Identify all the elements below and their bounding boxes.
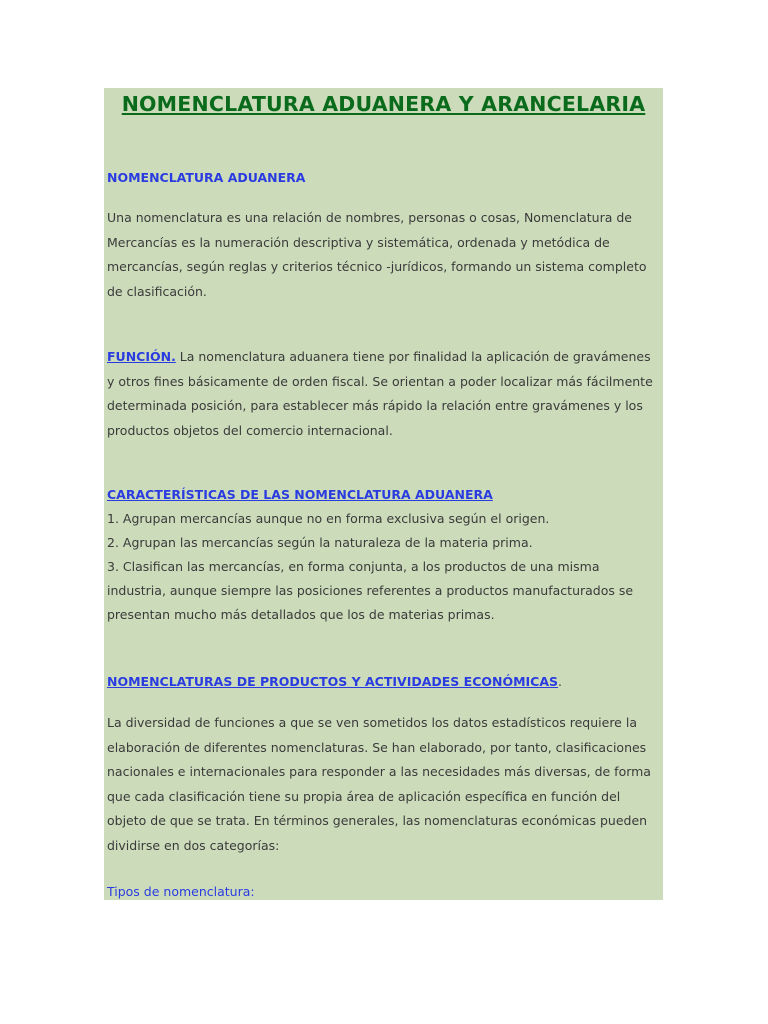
section-caracteristicas <box>107 483 660 627</box>
section-paragraph: Una nomenclatura es una relación de nombres, personas o cosas, Nomenclatura de Mercancías es la numeración descriptiva y sistemática, ordenada y metódica de mercancías, según reglas y criterios técnico -jurídicos, formando un sistema completo de clasificación. <box>107 210 647 299</box>
productos-heading-row <box>107 670 660 694</box>
funcion-heading-link[interactable]: FUNCIÓN. <box>107 349 176 364</box>
list-item: 3. Clasifican las mercancías, en forma conjunta, a los productos de una misma industria, aunque siempre las posiciones referentes a productos manufacturados se presentan mucho más detallados que los de materias primas. <box>107 559 634 622</box>
section-nomenclatura-aduanera-body <box>107 206 660 304</box>
document-title: NOMENCLATURA ADUANERA Y ARANCELARIA <box>121 92 646 116</box>
section-nomenclaturas-productos <box>107 670 660 694</box>
tipos-nomenclatura-link[interactable]: Tipos de nomenclatura: <box>107 884 255 899</box>
section-paragraph-funcion <box>107 345 660 443</box>
section-tipos <box>107 880 660 900</box>
section-funcion <box>107 345 660 443</box>
section-nomenclaturas-productos-body <box>107 711 660 858</box>
list-item: 2. Agrupan las mercancías según la naturaleza de la materia prima. <box>107 535 533 550</box>
section-paragraph: La diversidad de funciones a que se ven sometidos los datos estadísticos requiere la elaboración de diferentes nomenclaturas. Se han elaborado, por tanto, clasificaciones nacionales e internacionales para responder a las necesidades más diversas, de forma que cada clasificación tiene su propia área de aplicación específica en función del objeto de que se trata. En términos generales, las nomenclaturas económicas pueden dividirse en dos categorías: <box>107 715 651 853</box>
productos-heading-suffix: . <box>558 674 563 689</box>
document-panel <box>104 88 663 900</box>
list-item: 1. Agrupan mercancías aunque no en forma exclusiva según el origen. <box>107 511 550 526</box>
section-nomenclatura-aduanera <box>107 166 660 190</box>
section-heading: NOMENCLATURA ADUANERA <box>107 170 306 185</box>
funcion-text: La nomenclatura aduanera tiene por finalidad la aplicación de gravámenes y otros fines básicamente de orden fiscal. Se orientan a poder localizar más fácilmente determinada posición, para establecer más rápido la relación entre gravámenes y los productos objetos del comercio internacional. <box>107 349 653 438</box>
caracteristicas-heading-link[interactable]: CARACTERÍSTICAS DE LAS NOMENCLATURA ADUANERA <box>107 487 493 502</box>
productos-heading-link[interactable]: NOMENCLATURAS DE PRODUCTOS Y ACTIVIDADES ECONÓMICAS <box>107 674 559 689</box>
